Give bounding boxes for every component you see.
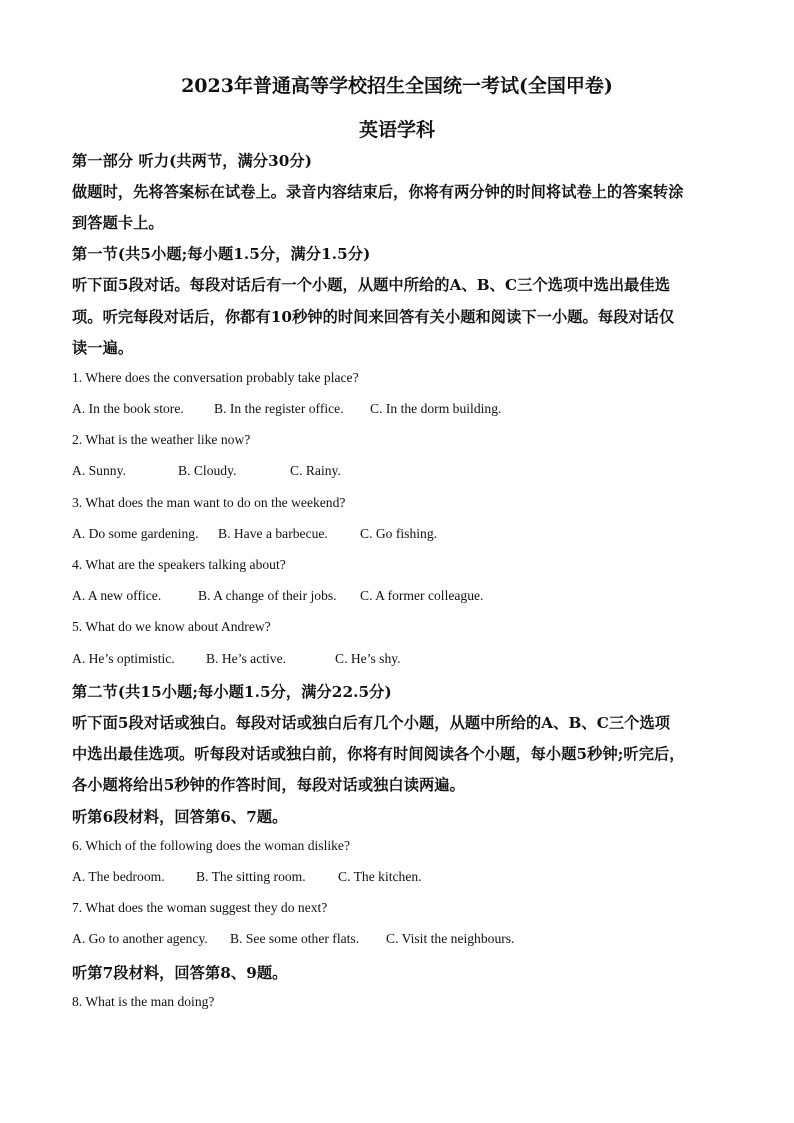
passage7-heading: 听第7段材料，回答第8、9题。 bbox=[72, 964, 288, 982]
question-stem: 5. What do we know about Andrew? bbox=[72, 619, 271, 634]
question-stem: 8. What is the man doing? bbox=[72, 994, 215, 1009]
section1-instruction-line: 项。听完每段对话后，你都有10秒钟的时间来回答有关小题和阅读下一小题。每段对话仅 bbox=[72, 308, 675, 326]
option-a: A. Do some gardening. bbox=[72, 526, 199, 541]
option-c: C. Go fishing. bbox=[360, 526, 438, 541]
section2-heading: 第二节(共15小题;每小题1.5分，满分22.5分) bbox=[72, 683, 392, 701]
option-c: C. A former colleague. bbox=[360, 588, 484, 603]
part1-instruction-line: 到答题卡上。 bbox=[72, 214, 164, 232]
option-b: B. Cloudy. bbox=[178, 463, 237, 478]
section2-instruction-line: 中选出最佳选项。听每段对话或独白前，你将有时间阅读各个小题，每小题5秒钟;听完后， bbox=[72, 745, 685, 763]
option-b: B. See some other flats. bbox=[230, 931, 360, 946]
question-stem: 2. What is the weather like now? bbox=[72, 432, 251, 447]
section2-instruction-line: 各小题将给出5秒钟的作答时间，每段对话或独白读两遍。 bbox=[72, 776, 465, 794]
question-stem: 3. What does the man want to do on the weekend? bbox=[72, 495, 346, 510]
option-b: B. A change of their jobs. bbox=[198, 588, 337, 603]
option-c: C. In the dorm building. bbox=[370, 401, 502, 416]
question-stem: 1. Where does the conversation probably take place? bbox=[72, 370, 359, 385]
section1-instruction-line: 听下面5段对话。每段对话后有一个小题，从题中所给的A、B、C三个选项中选出最佳选 bbox=[72, 276, 671, 294]
section2-instruction-line: 听下面5段对话或独白。每段对话或独白后有几个小题，从题中所给的A、B、C三个选项 bbox=[72, 714, 671, 732]
option-c: C. Rainy. bbox=[290, 463, 341, 478]
option-a: A. He’s optimistic. bbox=[72, 651, 175, 666]
option-b: B. Have a barbecue. bbox=[218, 526, 328, 541]
option-b: B. He’s active. bbox=[206, 651, 287, 666]
option-a: A. A new office. bbox=[72, 588, 162, 603]
option-c: C. The kitchen. bbox=[338, 869, 422, 884]
option-a: A. Go to another agency. bbox=[72, 931, 208, 946]
option-a: A. Sunny. bbox=[72, 463, 126, 478]
option-a: A. The bedroom. bbox=[72, 869, 165, 884]
question-stem: 6. Which of the following does the woman dislike? bbox=[72, 838, 350, 853]
option-a: A. In the book store. bbox=[72, 401, 184, 416]
option-c: C. He’s shy. bbox=[335, 651, 401, 666]
passage6-heading: 听第6段材料，回答第6、7题。 bbox=[72, 808, 288, 826]
option-c: C. Visit the neighbours. bbox=[386, 931, 515, 946]
part1-instruction-line: 做题时，先将答案标在试卷上。录音内容结束后，你将有两分钟的时间将试卷上的答案转涂 bbox=[72, 183, 684, 201]
question-stem: 4. What are the speakers talking about? bbox=[72, 557, 286, 572]
option-b: B. The sitting room. bbox=[196, 869, 306, 884]
subject-title: 英语学科 bbox=[358, 119, 435, 141]
exam-title: 2023年普通高等学校招生全国统一考试(全国甲卷) bbox=[181, 75, 613, 97]
option-b: B. In the register office. bbox=[214, 401, 344, 416]
section1-heading: 第一节(共5小题;每小题1.5分，满分1.5分) bbox=[72, 245, 371, 263]
section1-instruction-line: 读一遍。 bbox=[72, 339, 134, 357]
question-stem: 7. What does the woman suggest they do next? bbox=[72, 900, 328, 915]
part1-heading: 第一部分 听力(共两节，满分30分) bbox=[72, 152, 313, 170]
